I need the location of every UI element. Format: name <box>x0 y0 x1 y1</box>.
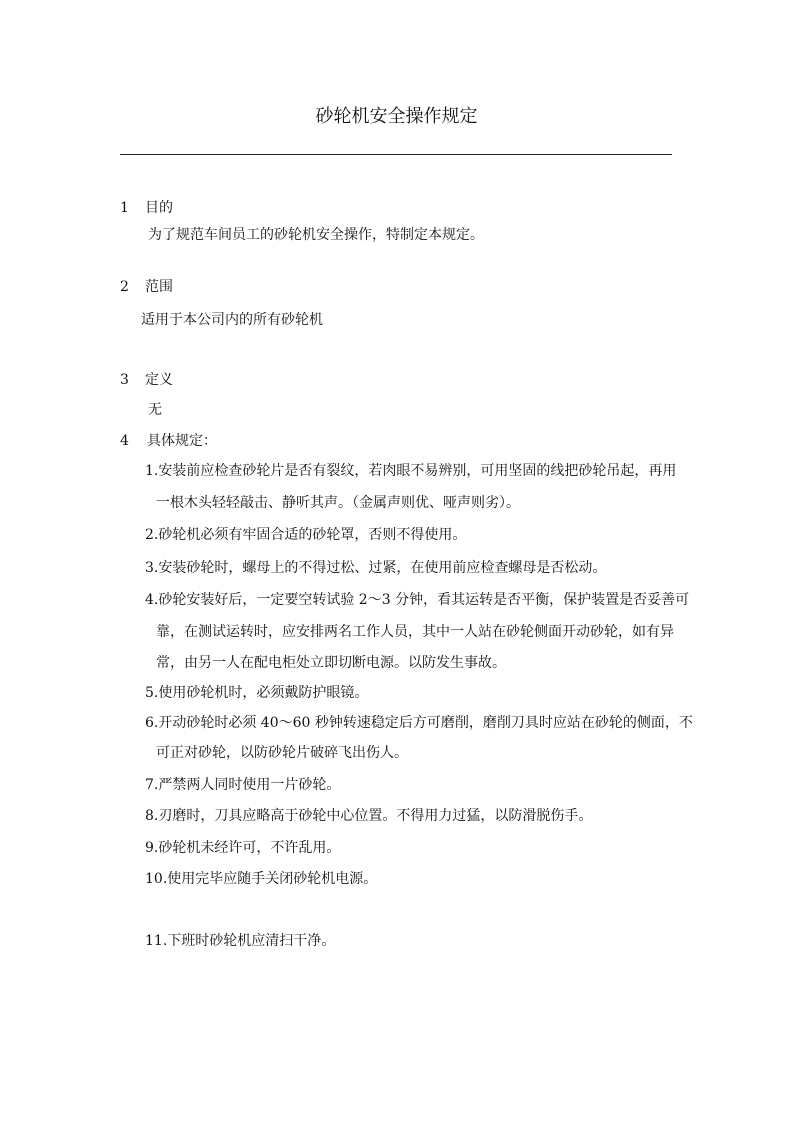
rule-item: 2.砂轮机必须有牢固合适的砂轮罩，否则不得使用。 <box>145 527 467 543</box>
rule-item: 11.下班时砂轮机应清扫干净。 <box>145 933 336 949</box>
section-heading-scope: 范围 <box>145 279 173 295</box>
rule-item-continuation: 一根木头轻轻敲击、静听其声。（金属声则优、哑声则劣）。 <box>156 495 520 511</box>
section-heading-rules: 具体规定： <box>147 433 217 449</box>
section-number: 2 <box>120 279 129 295</box>
rule-item: 1.安装前应检查砂轮片是否有裂纹，若肉眼不易辨别，可用坚固的线把砂轮吊起，再用 <box>145 463 677 479</box>
section-body-purpose: 为了规范车间员工的砂轮机安全操作，特制定本规定。 <box>148 227 484 243</box>
section-body-definition: 无 <box>148 402 162 418</box>
rule-item: 3.安装砂轮时，螺母上的不得过松、过紧，在使用前应检查螺母是否松动。 <box>145 560 607 576</box>
rule-item-continuation: 常，由另一人在配电柜处立即切断电源。以防发生事故。 <box>156 655 506 671</box>
rule-item: 10.使用完毕应随手关闭砂轮机电源。 <box>145 871 378 887</box>
section-heading-definition: 定义 <box>145 372 173 388</box>
section-number: 4 <box>120 433 129 449</box>
section-body-scope: 适用于本公司内的所有砂轮机 <box>141 312 323 328</box>
rule-item-continuation: 可正对砂轮，以防砂轮片破碎飞出伤人。 <box>156 745 408 761</box>
rule-item: 7.严禁两人同时使用一片砂轮。 <box>145 777 341 793</box>
rule-item: 4.砂轮安装好后，一定要空转试验 2～3 分钟，看其运转是否平衡，保护装置是否妥善可 <box>145 592 690 608</box>
rule-item: 9.砂轮机未经许可，不许乱用。 <box>145 840 341 856</box>
rule-item: 5.使用砂轮机时，必须戴防护眼镜。 <box>145 685 369 701</box>
section-number: 3 <box>120 372 129 388</box>
section-heading-purpose: 目的 <box>145 200 173 216</box>
document-title: 砂轮机安全操作规定 <box>315 106 478 127</box>
rule-item: 6.开动砂轮时必须 40～60 秒钟转速稳定后方可磨削，磨削刀具时应站在砂轮的侧面，不 <box>145 715 693 731</box>
rule-item-continuation: 靠，在测试运转时，应安排两名工作人员，其中一人站在砂轮侧面开动砂轮，如有异 <box>156 624 674 640</box>
section-number: 1 <box>120 200 129 216</box>
title-divider <box>120 154 672 155</box>
rule-item: 8.刃磨时，刀具应略高于砂轮中心位置。不得用力过猛，以防滑脱伤手。 <box>145 808 593 824</box>
